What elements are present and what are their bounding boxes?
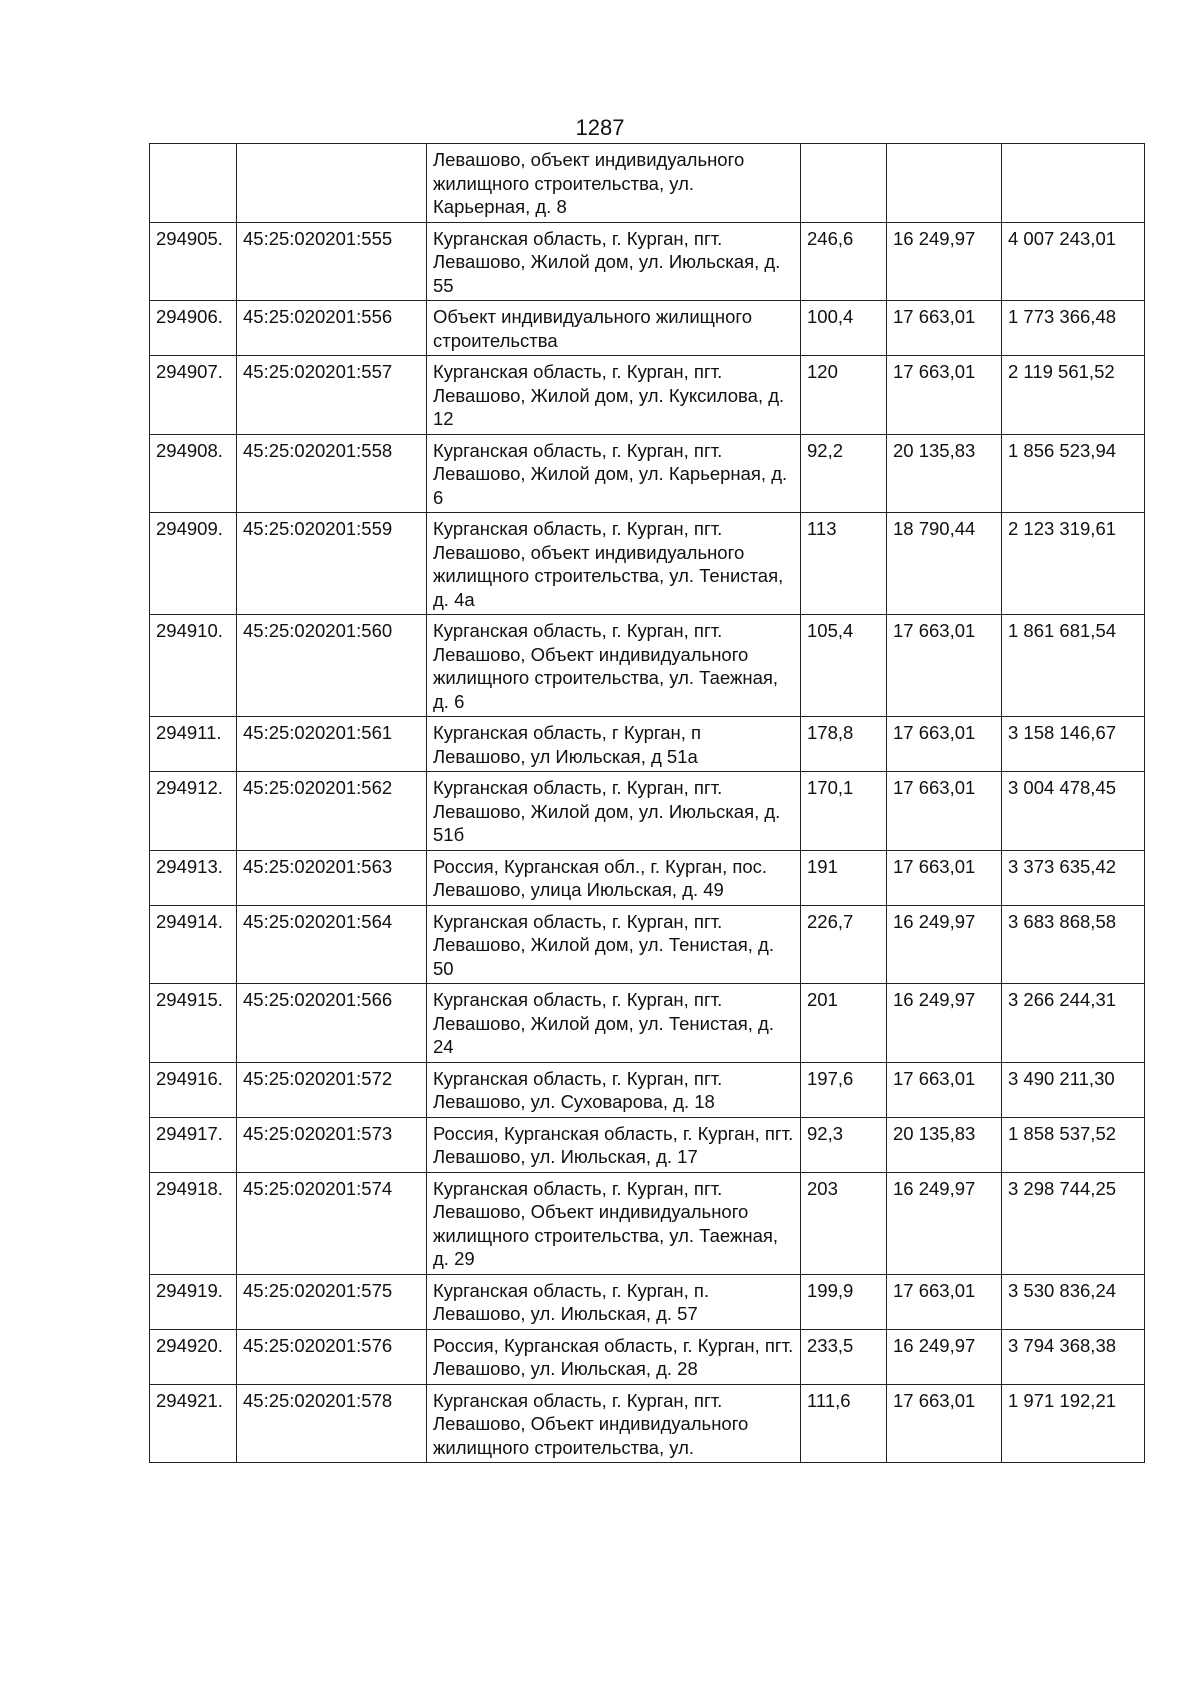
cadastral-value-table bbox=[149, 143, 1145, 1463]
row-number-cell: 294912. bbox=[150, 772, 237, 851]
specific-value-cell: 17 663,01 bbox=[887, 772, 1002, 851]
cadastral-number-cell: 45:25:020201:555 bbox=[237, 222, 427, 301]
specific-value-cell: 17 663,01 bbox=[887, 1062, 1002, 1117]
specific-value-cell: 16 249,97 bbox=[887, 984, 1002, 1063]
address-cell: Курганская область, г. Курган, пгт. Левашово, Жилой дом, ул. Куксилова, д. 12 bbox=[427, 356, 801, 435]
specific-value-cell: 17 663,01 bbox=[887, 1384, 1002, 1463]
table-row bbox=[150, 1329, 1145, 1384]
table-row bbox=[150, 1172, 1145, 1274]
specific-value-cell: 17 663,01 bbox=[887, 615, 1002, 717]
specific-value-cell: 16 249,97 bbox=[887, 222, 1002, 301]
area-cell: 199,9 bbox=[801, 1274, 887, 1329]
address-cell: Россия, Курганская область, г. Курган, пгт. Левашово, ул. Июльская, д. 28 bbox=[427, 1329, 801, 1384]
cadastral-number-cell: 45:25:020201:557 bbox=[237, 356, 427, 435]
table-row bbox=[150, 984, 1145, 1063]
area-cell: 226,7 bbox=[801, 905, 887, 984]
row-number-cell: 294915. bbox=[150, 984, 237, 1063]
area-cell: 92,3 bbox=[801, 1117, 887, 1172]
address-cell: Россия, Курганская обл., г. Курган, пос. Левашово, улица Июльская, д. 49 bbox=[427, 850, 801, 905]
cadastral-number-cell: 45:25:020201:559 bbox=[237, 513, 427, 615]
area-cell: 120 bbox=[801, 356, 887, 435]
cadastral-value-cell: 1 858 537,52 bbox=[1002, 1117, 1145, 1172]
row-number-cell bbox=[150, 144, 237, 223]
area-cell bbox=[801, 144, 887, 223]
cadastral-value-cell: 3 158 146,67 bbox=[1002, 717, 1145, 772]
table-row bbox=[150, 1384, 1145, 1463]
area-cell: 246,6 bbox=[801, 222, 887, 301]
table-row bbox=[150, 434, 1145, 513]
area-cell: 170,1 bbox=[801, 772, 887, 851]
specific-value-cell: 20 135,83 bbox=[887, 434, 1002, 513]
address-cell: Курганская область, г. Курган, пгт. Левашово, Объект индивидуального жилищного строительства, ул. Таежная, д. 6 bbox=[427, 615, 801, 717]
table-row bbox=[150, 356, 1145, 435]
address-cell: Курганская область, г. Курган, пгт. Левашово, Жилой дом, ул. Карьерная, д. 6 bbox=[427, 434, 801, 513]
address-cell: Курганская область, г. Курган, пгт. Левашово, объект индивидуального жилищного строительства, ул. Тенистая, д. 4а bbox=[427, 513, 801, 615]
area-cell: 100,4 bbox=[801, 301, 887, 356]
specific-value-cell: 17 663,01 bbox=[887, 356, 1002, 435]
cadastral-value-cell: 1 861 681,54 bbox=[1002, 615, 1145, 717]
cadastral-value-cell: 3 266 244,31 bbox=[1002, 984, 1145, 1063]
table-row bbox=[150, 144, 1145, 223]
cadastral-number-cell: 45:25:020201:574 bbox=[237, 1172, 427, 1274]
cadastral-value-cell: 4 007 243,01 bbox=[1002, 222, 1145, 301]
cadastral-number-cell: 45:25:020201:566 bbox=[237, 984, 427, 1063]
area-cell: 111,6 bbox=[801, 1384, 887, 1463]
area-cell: 178,8 bbox=[801, 717, 887, 772]
address-cell: Курганская область, г. Курган, пгт. Левашово, ул. Суховарова, д. 18 bbox=[427, 1062, 801, 1117]
address-cell: Курганская область, г. Курган, пгт. Левашово, Жилой дом, ул. Тенистая, д. 24 bbox=[427, 984, 801, 1063]
address-cell: Курганская область, г. Курган, пгт. Левашово, Жилой дом, ул. Тенистая, д. 50 bbox=[427, 905, 801, 984]
cadastral-number-cell: 45:25:020201:562 bbox=[237, 772, 427, 851]
row-number-cell: 294910. bbox=[150, 615, 237, 717]
table-row bbox=[150, 905, 1145, 984]
specific-value-cell: 18 790,44 bbox=[887, 513, 1002, 615]
row-number-cell: 294920. bbox=[150, 1329, 237, 1384]
cadastral-value-cell: 1 971 192,21 bbox=[1002, 1384, 1145, 1463]
address-cell: Курганская область, г. Курган, пгт. Левашово, Объект индивидуального жилищного строительства, ул. Таежная, д. 29 bbox=[427, 1172, 801, 1274]
specific-value-cell bbox=[887, 144, 1002, 223]
table-row bbox=[150, 222, 1145, 301]
address-cell: Курганская область, г. Курган, пгт. Левашово, Жилой дом, ул. Июльская, д. 51б bbox=[427, 772, 801, 851]
area-cell: 191 bbox=[801, 850, 887, 905]
row-number-cell: 294918. bbox=[150, 1172, 237, 1274]
cadastral-number-cell: 45:25:020201:560 bbox=[237, 615, 427, 717]
area-cell: 203 bbox=[801, 1172, 887, 1274]
table-row bbox=[150, 615, 1145, 717]
page-number: 1287 bbox=[575, 115, 625, 140]
cadastral-number-cell: 45:25:020201:556 bbox=[237, 301, 427, 356]
specific-value-cell: 17 663,01 bbox=[887, 850, 1002, 905]
table-row bbox=[150, 1117, 1145, 1172]
area-cell: 201 bbox=[801, 984, 887, 1063]
cadastral-value-cell: 3 530 836,24 bbox=[1002, 1274, 1145, 1329]
cadastral-value-cell: 2 123 319,61 bbox=[1002, 513, 1145, 615]
cadastral-value-cell: 3 683 868,58 bbox=[1002, 905, 1145, 984]
cadastral-value-cell: 1 773 366,48 bbox=[1002, 301, 1145, 356]
row-number-cell: 294905. bbox=[150, 222, 237, 301]
area-cell: 197,6 bbox=[801, 1062, 887, 1117]
cadastral-number-cell: 45:25:020201:575 bbox=[237, 1274, 427, 1329]
address-cell: Курганская область, г. Курган, п. Левашово, ул. Июльская, д. 57 bbox=[427, 1274, 801, 1329]
address-cell: Курганская область, г Курган, п Левашово, ул Июльская, д 51а bbox=[427, 717, 801, 772]
table-row bbox=[150, 1062, 1145, 1117]
cadastral-value-cell: 3 004 478,45 bbox=[1002, 772, 1145, 851]
specific-value-cell: 17 663,01 bbox=[887, 301, 1002, 356]
cadastral-number-cell: 45:25:020201:572 bbox=[237, 1062, 427, 1117]
cadastral-value-cell bbox=[1002, 144, 1145, 223]
table-body bbox=[150, 144, 1145, 1463]
address-cell: Россия, Курганская область, г. Курган, пгт. Левашово, ул. Июльская, д. 17 bbox=[427, 1117, 801, 1172]
address-cell: Курганская область, г. Курган, пгт. Левашово, Жилой дом, ул. Июльская, д. 55 bbox=[427, 222, 801, 301]
row-number-cell: 294919. bbox=[150, 1274, 237, 1329]
row-number-cell: 294913. bbox=[150, 850, 237, 905]
row-number-cell: 294908. bbox=[150, 434, 237, 513]
area-cell: 92,2 bbox=[801, 434, 887, 513]
row-number-cell: 294921. bbox=[150, 1384, 237, 1463]
cadastral-value-cell: 3 794 368,38 bbox=[1002, 1329, 1145, 1384]
cadastral-value-cell: 3 298 744,25 bbox=[1002, 1172, 1145, 1274]
table-row bbox=[150, 772, 1145, 851]
table-row bbox=[150, 301, 1145, 356]
cadastral-value-cell: 2 119 561,52 bbox=[1002, 356, 1145, 435]
row-number-cell: 294909. bbox=[150, 513, 237, 615]
cadastral-value-cell: 1 856 523,94 bbox=[1002, 434, 1145, 513]
cadastral-number-cell: 45:25:020201:563 bbox=[237, 850, 427, 905]
table-row bbox=[150, 1274, 1145, 1329]
cadastral-value-cell: 3 373 635,42 bbox=[1002, 850, 1145, 905]
address-cell: Левашово, объект индивидуального жилищного строительства, ул. Карьерная, д. 8 bbox=[427, 144, 801, 223]
specific-value-cell: 16 249,97 bbox=[887, 1329, 1002, 1384]
cadastral-number-cell: 45:25:020201:576 bbox=[237, 1329, 427, 1384]
cadastral-number-cell bbox=[237, 144, 427, 223]
row-number-cell: 294917. bbox=[150, 1117, 237, 1172]
specific-value-cell: 17 663,01 bbox=[887, 1274, 1002, 1329]
specific-value-cell: 20 135,83 bbox=[887, 1117, 1002, 1172]
specific-value-cell: 17 663,01 bbox=[887, 717, 1002, 772]
table-row bbox=[150, 717, 1145, 772]
cadastral-number-cell: 45:25:020201:578 bbox=[237, 1384, 427, 1463]
cadastral-number-cell: 45:25:020201:561 bbox=[237, 717, 427, 772]
area-cell: 113 bbox=[801, 513, 887, 615]
row-number-cell: 294907. bbox=[150, 356, 237, 435]
specific-value-cell: 16 249,97 bbox=[887, 1172, 1002, 1274]
cadastral-number-cell: 45:25:020201:558 bbox=[237, 434, 427, 513]
row-number-cell: 294914. bbox=[150, 905, 237, 984]
row-number-cell: 294916. bbox=[150, 1062, 237, 1117]
specific-value-cell: 16 249,97 bbox=[887, 905, 1002, 984]
address-cell: Курганская область, г. Курган, пгт. Левашово, Объект индивидуального жилищного строительства, ул. bbox=[427, 1384, 801, 1463]
area-cell: 233,5 bbox=[801, 1329, 887, 1384]
cadastral-number-cell: 45:25:020201:564 bbox=[237, 905, 427, 984]
area-cell: 105,4 bbox=[801, 615, 887, 717]
address-cell: Объект индивидуального жилищного строительства bbox=[427, 301, 801, 356]
table-row bbox=[150, 850, 1145, 905]
table-row bbox=[150, 513, 1145, 615]
row-number-cell: 294911. bbox=[150, 717, 237, 772]
cadastral-number-cell: 45:25:020201:573 bbox=[237, 1117, 427, 1172]
cadastral-value-cell: 3 490 211,30 bbox=[1002, 1062, 1145, 1117]
row-number-cell: 294906. bbox=[150, 301, 237, 356]
